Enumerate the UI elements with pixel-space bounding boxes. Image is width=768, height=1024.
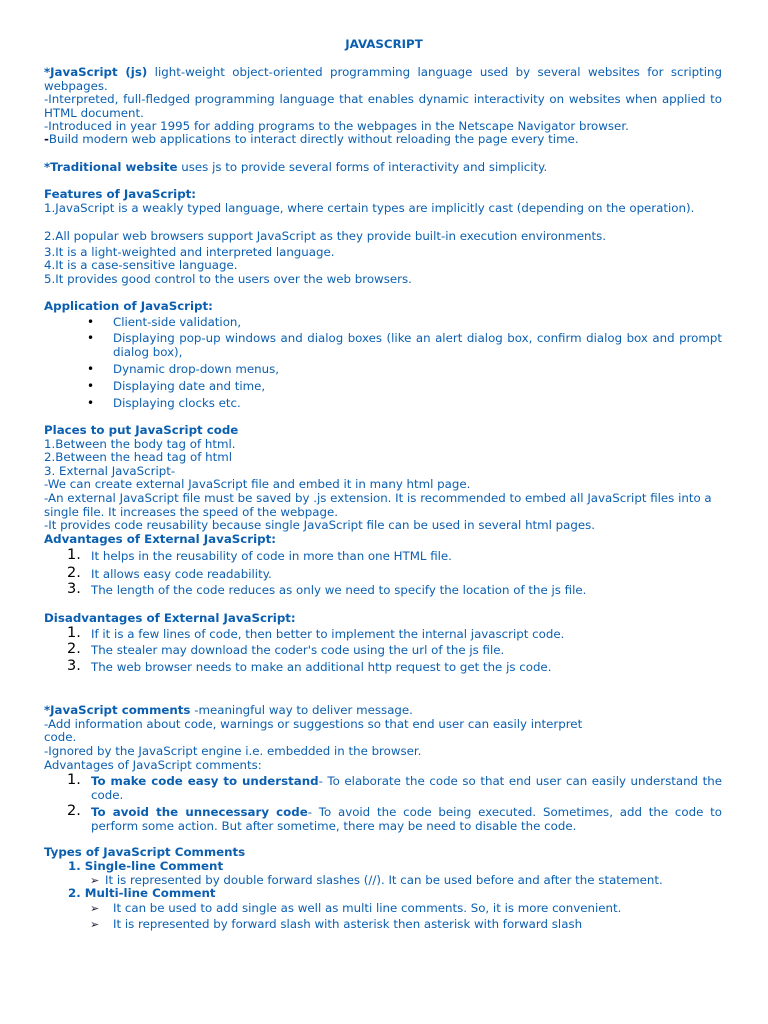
bullet-icon: • bbox=[87, 362, 95, 376]
list-number: 3. bbox=[67, 658, 81, 674]
arrow-bullet-icon: ➢ bbox=[90, 902, 100, 915]
feature-item: 3.It is a light-weighted and interpreted language. bbox=[44, 245, 335, 259]
disadvantages-item-text: The web browser needs to make an additional http request to get the js code. bbox=[91, 660, 552, 674]
multi-line-comment-label: 2. Multi-line Comment bbox=[68, 886, 216, 900]
list-number: 3. bbox=[67, 581, 81, 597]
advantages-list-item bbox=[67, 565, 722, 582]
advantages-list-item bbox=[67, 581, 722, 598]
bullet-icon: • bbox=[87, 396, 95, 410]
comments-line: -Ignored by the JavaScript engine i.e. embedded in the browser. bbox=[44, 744, 422, 758]
comments-advantage-desc: - To avoid the code being executed. Sometimes, add the code to perform some action. But after sometime, there may be need to disable the code. bbox=[91, 805, 722, 833]
application-item-text: Dynamic drop-down menus, bbox=[113, 362, 279, 376]
comments-line: code. bbox=[44, 730, 77, 744]
disadvantages-item-text: If it is a few lines of code, then better to implement the internal javascript code. bbox=[91, 627, 565, 641]
arrow-bullet-icon: ➢ bbox=[90, 918, 100, 931]
intro-dash: - bbox=[44, 132, 49, 146]
comments-text: -meaningful way to deliver message. bbox=[190, 703, 413, 717]
list-number: 1. bbox=[67, 625, 81, 641]
multi-line-comment-text: It can be used to add single as well as multi line comments. So, it is more convenient. bbox=[113, 901, 622, 915]
traditional-website-paragraph bbox=[44, 161, 722, 175]
comments-advantage-item bbox=[67, 772, 722, 802]
features-heading: Features of JavaScript: bbox=[44, 187, 197, 201]
comments-advantage-desc: - To elaborate the code so that end user can easily understand the code. bbox=[91, 774, 722, 802]
advantages-list-item bbox=[67, 547, 722, 564]
application-item-text: Displaying date and time, bbox=[113, 379, 266, 393]
disadvantages-list-item bbox=[67, 641, 722, 658]
places-line: 1.Between the body tag of html. bbox=[44, 437, 236, 451]
comments-line: Advantages of JavaScript comments: bbox=[44, 758, 262, 772]
feature-item: 5.It provides good control to the users over the web browsers. bbox=[44, 272, 412, 286]
disadvantages-heading: Disadvantages of External JavaScript: bbox=[44, 611, 296, 625]
comments-advantage-text bbox=[67, 772, 722, 802]
application-list-item bbox=[89, 380, 722, 394]
intro-paragraph-3: -Introduced in year 1995 for adding programs to the webpages in the Netscape Navigator browser. bbox=[44, 119, 629, 133]
multi-line-comment-text: It is represented by forward slash with asterisk then asterisk with forward slash bbox=[113, 917, 583, 931]
application-item-text: Displaying clocks etc. bbox=[113, 396, 241, 410]
intro-bold-term: *JavaScript (js) bbox=[44, 65, 148, 79]
comments-advantage-item bbox=[67, 803, 722, 833]
advantages-item-text: The length of the code reduces as only we need to specify the location of the js file. bbox=[91, 583, 587, 597]
list-number: 1. bbox=[67, 772, 81, 788]
bullet-icon: • bbox=[87, 379, 95, 393]
application-list-item bbox=[89, 397, 722, 411]
advantages-item-text: It helps in the reusability of code in more than one HTML file. bbox=[91, 549, 452, 563]
intro-text-4: Build modern web applications to interact directly without reloading the page every time. bbox=[48, 132, 579, 146]
advantages-item-text: It allows easy code readability. bbox=[91, 567, 272, 581]
comments-advantage-bold: To make code easy to understand bbox=[91, 774, 319, 788]
feature-item: 4.It is a case-sensitive language. bbox=[44, 258, 238, 272]
intro-paragraph-2: -Interpreted, full-fledged programming language that enables dynamic interactivity on websites when applied to HTML document. bbox=[44, 92, 722, 120]
bullet-icon: • bbox=[87, 331, 95, 345]
comments-line: -Add information about code, warnings or suggestions so that end user can easily interpret bbox=[44, 717, 583, 731]
application-item-text: Client-side validation, bbox=[113, 315, 242, 329]
comments-paragraph bbox=[44, 704, 722, 718]
list-number: 2. bbox=[67, 565, 81, 581]
feature-item: 1.JavaScript is a weakly typed language, where certain types are implicitly cast (depending on the operation). bbox=[44, 201, 695, 215]
places-line: -An external JavaScript file must be saved by .js extension. It is recommended to embed all JavaScript files into a single file. It increases the speed of the webpage. bbox=[44, 491, 712, 519]
places-line: -We can create external JavaScript file and embed it in many html page. bbox=[44, 477, 471, 491]
intro-text: light-weight object-oriented programming language used by several websites for scripting webpages. bbox=[44, 65, 723, 93]
comments-advantage-text bbox=[67, 803, 722, 833]
application-list-item bbox=[89, 316, 722, 330]
comments-advantage-bold: To avoid the unnecessary code bbox=[91, 805, 308, 819]
list-number: 2. bbox=[67, 641, 81, 657]
list-number: 2. bbox=[67, 803, 81, 819]
application-item-text: Displaying pop-up windows and dialog boxes (like an alert dialog box, confirm dialog box and prompt dialog box), bbox=[113, 331, 722, 359]
places-line: 3. External JavaScript- bbox=[44, 464, 176, 478]
single-line-comment-label: 1. Single-line Comment bbox=[68, 859, 224, 873]
disadvantages-item-text: The stealer may download the coder's code using the url of the js file. bbox=[91, 643, 505, 657]
document-title: JAVASCRIPT bbox=[345, 37, 423, 51]
application-list-item bbox=[89, 332, 722, 359]
intro-paragraph-4 bbox=[44, 133, 722, 147]
types-heading: Types of JavaScript Comments bbox=[44, 845, 246, 859]
places-heading: Places to put JavaScript code bbox=[44, 423, 239, 437]
list-number: 1. bbox=[67, 547, 81, 563]
bullet-icon: • bbox=[87, 315, 95, 329]
multi-line-comment-item bbox=[90, 918, 710, 932]
arrow-bullet-icon: ➢ bbox=[90, 874, 100, 887]
intro-paragraph-1 bbox=[44, 66, 722, 93]
places-line: -It provides code reusability because single JavaScript file can be used in several html pages. bbox=[44, 518, 596, 532]
advantages-heading: Advantages of External JavaScript: bbox=[44, 532, 276, 546]
feature-item: 2.All popular web browsers support JavaScript as they provide built-in execution environments. bbox=[44, 229, 607, 243]
single-line-comment-text: It is represented by double forward slashes (//). It can be used before and after the statement. bbox=[105, 873, 663, 887]
multi-line-comment-item bbox=[90, 902, 710, 916]
application-list-item bbox=[89, 363, 722, 377]
comments-bold-term: *JavaScript comments bbox=[44, 703, 191, 717]
disadvantages-list-item bbox=[67, 625, 722, 642]
application-heading: Application of JavaScript: bbox=[44, 299, 213, 313]
traditional-bold-term: *Traditional website bbox=[44, 160, 178, 174]
places-line: 2.Between the head tag of html bbox=[44, 450, 233, 464]
traditional-text: uses js to provide several forms of interactivity and simplicity. bbox=[177, 160, 548, 174]
disadvantages-list-item bbox=[67, 658, 722, 675]
